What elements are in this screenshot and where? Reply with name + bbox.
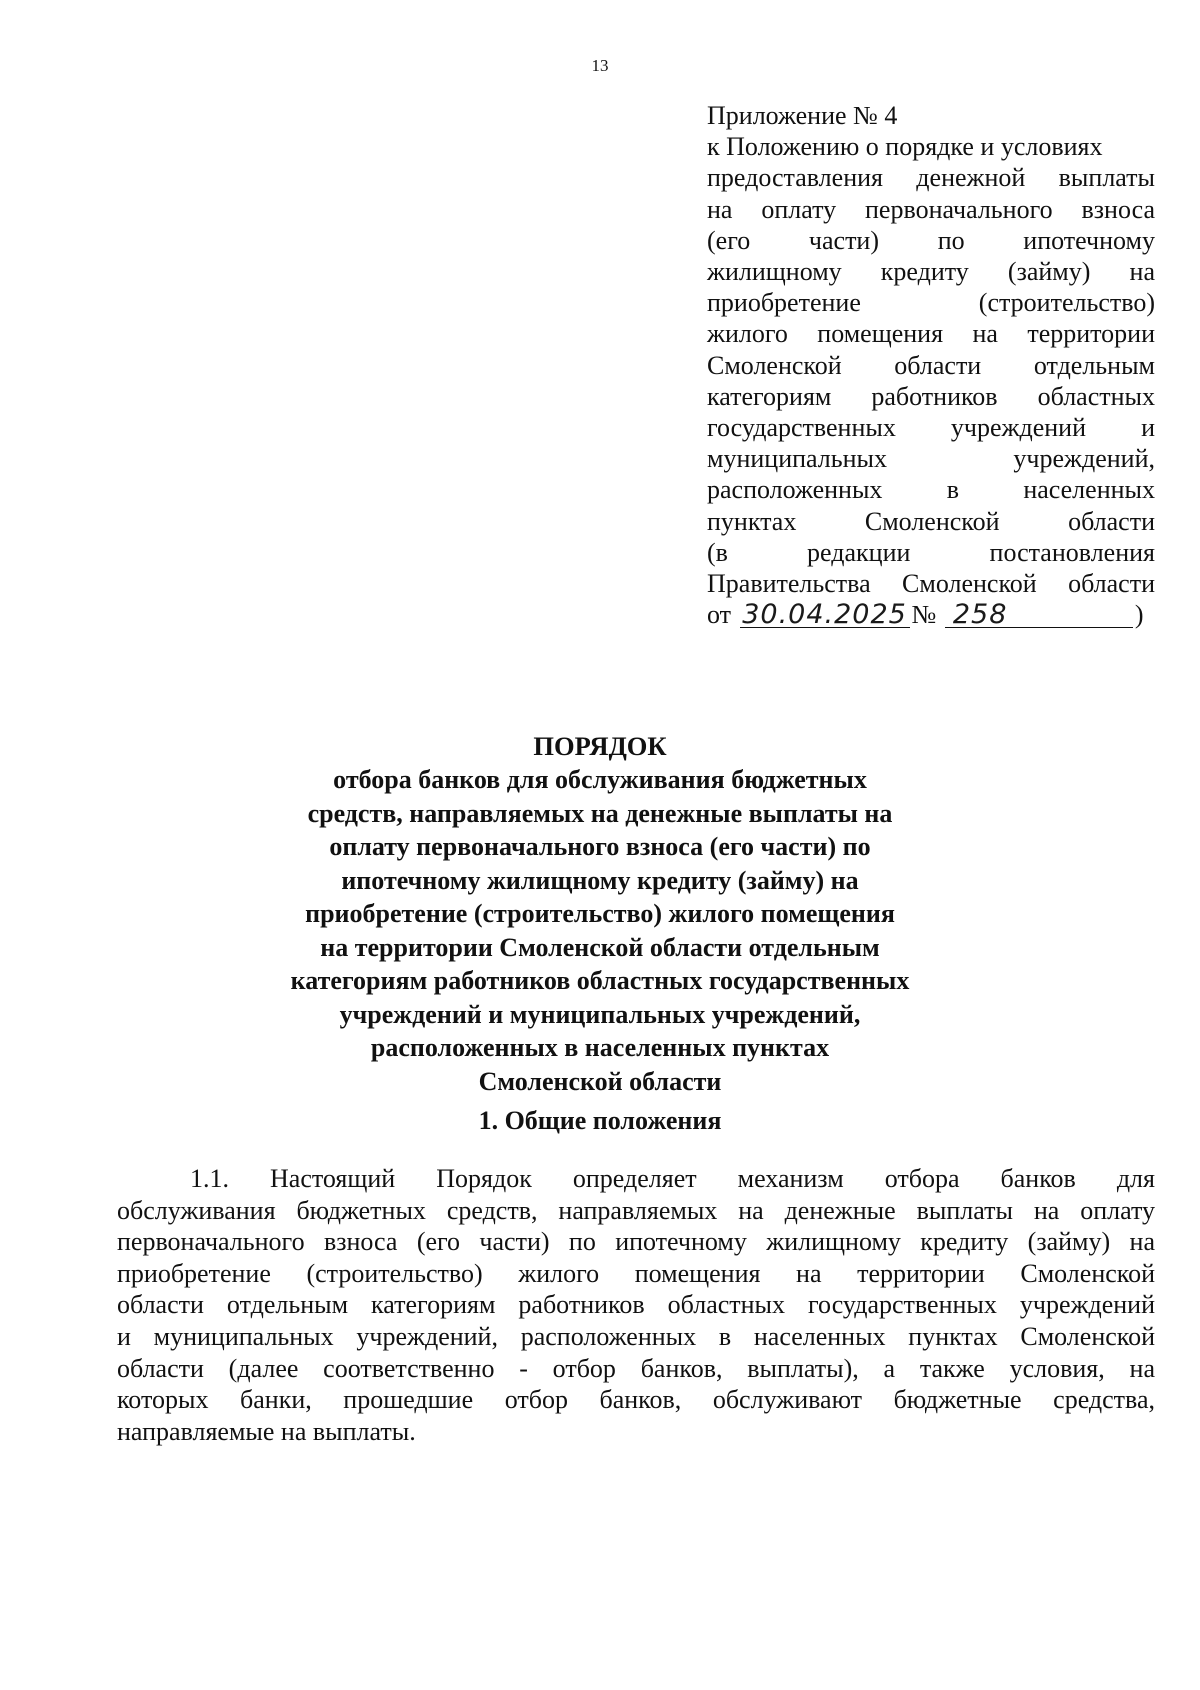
appendix-line: государственных учреждений и [707,413,1155,443]
paragraph-line: и муниципальных учреждений, расположенных в населенных пунктах Смоленской [117,1321,1155,1351]
section-heading: 1. Общие положения [478,1106,722,1135]
appendix-line: категориям работников областных [707,381,1155,411]
document-title-block [0,729,1200,1098]
paragraph-line: которых банки, прошедшие отбор банков, обслуживают бюджетные средства, [117,1385,1155,1415]
paragraph-line: приобретение (строительство) жилого помещения на территории Смоленской [117,1258,1155,1288]
resolution-date-line [707,599,1155,630]
appendix-line: (в редакции постановления [707,537,1155,567]
paragraph-1-1 [117,1163,1155,1447]
paragraph-line: направляемые на выплаты. [117,1416,416,1446]
paragraph-line: области (далее соответственно - отбор банков, выплаты), а также условия, на [117,1353,1155,1383]
title-line: расположенных в населенных пунктах [370,1033,830,1062]
appendix-line: жилищному кредиту (займу) на [707,257,1155,287]
appendix-line: пунктах Смоленской области [707,506,1155,536]
title-line: Смоленской области [478,1066,722,1096]
appendix-line: (его части) по ипотечному [707,225,1155,255]
appendix-line: на оплату первоначального взноса [707,194,1155,224]
appendix-line: Приложение № 4 [707,101,898,130]
handwritten-number: 258 [945,603,1133,628]
title-line: средств, направляемых на денежные выплаты на [307,798,893,828]
paragraph-line: 1.1. Настоящий Порядок определяет механизм отбора банков для [190,1164,1155,1193]
title-line: категориям работников областных государственных [290,966,910,995]
title-line: приобретение (строительство) жилого помещения [305,899,895,928]
appendix-line: приобретение (строительство) [707,288,1155,318]
title-line: учреждений и муниципальных учреждений, [339,999,861,1029]
appendix-line: Правительства Смоленской области [707,569,1155,599]
appendix-line: к Положению о порядке и условиях [707,132,1103,162]
appendix-line: расположенных в населенных [707,475,1155,505]
appendix-line: Смоленской области отдельным [707,350,1155,380]
document-title: ПОРЯДОК [533,731,667,761]
title-line: ипотечному жилищному кредиту (займу) на [341,865,859,895]
handwritten-date: 30.04.2025 [740,603,910,628]
title-line: оплату первоначального взноса (его части) по [329,832,871,861]
page-number: 13 [591,56,609,75]
date-prefix: от [707,600,732,630]
paragraph-line: первоначального взноса (его части) по ипотечному жилищному кредиту (займу) на [117,1227,1155,1257]
paragraph-line: обслуживания бюджетных средств, направляемых на денежные выплаты на оплату [117,1195,1155,1225]
appendix-line: муниципальных учреждений, [707,444,1155,474]
appendix-line: жилого помещения на территории [707,319,1155,349]
title-line: отбора банков для обслуживания бюджетных [333,765,867,794]
closing-paren: ) [1134,600,1144,630]
appendix-line: предоставления денежной выплаты [707,163,1155,193]
title-line: на территории Смоленской области отдельным [320,932,880,962]
number-sign: № [911,600,937,630]
appendix-block [707,100,1155,630]
paragraph-line: области отдельным категориям работников областных государственных учреждений [117,1290,1155,1320]
